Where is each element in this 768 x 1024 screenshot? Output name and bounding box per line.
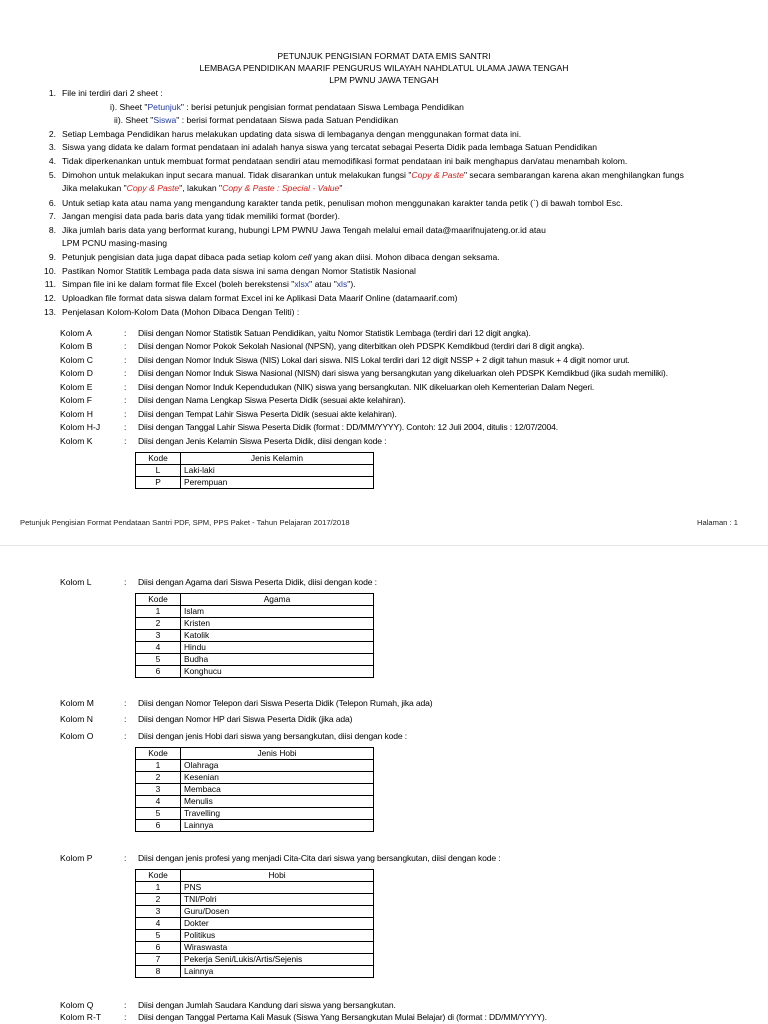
item-3: [34, 142, 597, 153]
table-cell: PNS: [181, 882, 374, 894]
colon: :: [124, 409, 127, 419]
item-4: [34, 156, 627, 167]
table-row: [136, 772, 374, 784]
table-cell: Islam: [181, 606, 374, 618]
sub-text: ": [339, 183, 343, 193]
ext-xls: xls: [336, 279, 348, 289]
kolom-desc: Diisi dengan Nomor Statistik Satuan Pendidikan, yaitu Nomor Statistik Lembaga (terdiri dari 12 digit angka).: [138, 328, 531, 338]
item-text: Pastikan Nomor Statitik Lembaga pada data siswa ini sama dengan Nomor Statistik Nasional: [62, 266, 416, 276]
kolom-desc: Diisi dengan Nomor Induk Siswa (NIS) Lokal dari siswa. NIS Lokal terdiri dari 12 digit NSSP + 2 digit tahun masuk + 4 digit nomor urut.: [138, 355, 630, 365]
item-number: 8.: [48, 225, 56, 235]
item-text: Untuk setiap kata atau nama yang mengandung karakter tanda petik, penulisan mohon menggunakan karakter tanda petik (`) di bawah tombol Esc.: [62, 198, 623, 208]
table-cell: Kesenian: [181, 772, 374, 784]
kolom-row: [60, 368, 668, 379]
table-row: [136, 465, 374, 477]
kolom-label: Kolom O: [60, 731, 94, 741]
table-cell: 6: [136, 820, 181, 832]
kolom-row: [60, 577, 377, 588]
item-1-sub-ii: [114, 115, 398, 126]
colon: :: [124, 698, 127, 708]
kolom-desc: Diisi dengan Tanggal Lahir Siswa Peserta Didik (format : DD/MM/YYYY). Contoh: 12 Juli 2004, ditulis : 12/07/2004.: [138, 422, 558, 432]
table-cell: 5: [136, 808, 181, 820]
gender-code-table: [135, 452, 374, 489]
table-header-cell: Agama: [181, 594, 374, 606]
item-1-sub-i: [110, 102, 464, 113]
item-text: Jangan mengisi data pada baris data yang tidak memiliki format (border).: [62, 211, 341, 221]
kolom-desc: Diisi dengan Nomor Pokok Sekolah Nasional (NPSN), yang diterbitkan oleh PDSPK Kemdikbud (terdiri dari 8 digit angka).: [138, 341, 585, 351]
kolom-row: [60, 328, 531, 339]
table-row: [136, 966, 374, 978]
item-number: 2.: [48, 129, 56, 139]
table-cell: 7: [136, 954, 181, 966]
table-cell: 6: [136, 942, 181, 954]
kolom-label: Kolom C: [60, 355, 93, 365]
table-cell: Dokter: [181, 918, 374, 930]
table-cell: TNI/Polri: [181, 894, 374, 906]
kolom-row: [60, 382, 594, 393]
table-cell: 4: [136, 642, 181, 654]
kolom-row: [60, 341, 584, 352]
kolom-label: Kolom P: [60, 853, 93, 863]
item-1: [34, 88, 163, 99]
table-cell: Hindu: [181, 642, 374, 654]
kolom-desc: Diisi dengan Nomor Induk Kependudukan (NIK) siswa yang bersangkutan. NIK dikeluarkan oleh Kementerian Dalam Negeri.: [138, 382, 595, 392]
kolom-row: [60, 1012, 547, 1023]
item-5: [34, 170, 684, 181]
doc-title-line3: LPM PWNU JAWA TENGAH: [329, 75, 439, 85]
table-row: [136, 606, 374, 618]
item-2: [34, 129, 521, 140]
colon: :: [124, 382, 127, 392]
table-header-cell: Kode: [136, 453, 181, 465]
table-cell: 8: [136, 966, 181, 978]
page-number: Halaman : 1: [697, 518, 738, 527]
item-text: File ini terdiri dari 2 sheet :: [62, 88, 163, 98]
table-cell: Menulis: [181, 796, 374, 808]
item-number: 11.: [44, 279, 56, 289]
item-7: [34, 211, 340, 222]
page-divider: [0, 545, 768, 546]
item-text: Simpan file ini ke dalam format file Excel (boleh berekstensi ": [62, 279, 295, 289]
kolom-desc: Diisi dengan Nomor Telepon dari Siswa Peserta Didik (Telepon Rumah, jika ada): [138, 698, 433, 708]
colon: :: [124, 395, 127, 405]
item-number: 12.: [44, 293, 56, 303]
item-number: 7.: [48, 211, 56, 221]
colon: :: [124, 1012, 127, 1022]
kolom-desc: Diisi dengan Jumlah Saudara Kandung dari siswa yang bersangkutan.: [138, 1000, 396, 1010]
table-row: [136, 930, 374, 942]
item-number: 5.: [48, 170, 56, 180]
kolom-desc: Diisi dengan jenis profesi yang menjadi Cita-Cita dari siswa yang bersangkutan, diisi dengan kode :: [138, 853, 501, 863]
kolom-desc: Diisi dengan Nomor HP dari Siswa Peserta Didik (jika ada): [138, 714, 353, 724]
kolom-label: Kolom B: [60, 341, 93, 351]
table-cell: Budha: [181, 654, 374, 666]
ext-xlsx: xlsx: [294, 279, 310, 289]
colon: :: [124, 1000, 127, 1010]
cita-cita-code-table: [135, 869, 374, 978]
table-row: [136, 894, 374, 906]
table-row: [136, 820, 374, 832]
item-text: yang akan diisi. Mohon dibaca dengan seksama.: [311, 252, 500, 262]
table-cell: Travelling: [181, 808, 374, 820]
table-cell: Katolik: [181, 630, 374, 642]
item-text: Dimohon untuk melakukan input secara manual. Tidak disarankan untuk melakukan fungsi ": [62, 170, 412, 180]
item-10: [34, 266, 416, 277]
kolom-label: Kolom M: [60, 698, 94, 708]
table-cell: Konghucu: [181, 666, 374, 678]
item-11: [34, 279, 356, 290]
kolom-label: Kolom L: [60, 577, 92, 587]
kolom-row: [60, 853, 501, 864]
item-5-continuation: [62, 183, 342, 194]
item-8-continuation: LPM PCNU masing-masing: [62, 238, 168, 248]
item-13: [34, 307, 299, 318]
colon: :: [124, 328, 127, 338]
table-cell: 4: [136, 796, 181, 808]
sub-text: ", lakukan ": [179, 183, 223, 193]
kolom-desc: Diisi dengan Tanggal Pertama Kali Masuk (Siswa Yang Bersangkutan Mulai Belajar) di (format : DD/MM/YYYY).: [138, 1012, 547, 1022]
kolom-desc: Diisi dengan jenis Hobi dari siswa yang bersangkutan, diisi dengan kode :: [138, 731, 407, 741]
item-text: Setiap Lembaga Pendidikan harus melakukan updating data siswa di lembaganya dengan menggunakan format data ini.: [62, 129, 522, 139]
kolom-label: Kolom A: [60, 328, 93, 338]
item-text: Jika jumlah baris data yang berformat kurang, hubungi LPM PWNU Jawa Tengah melalui email data@maarifnujateng.or.id atau: [62, 225, 546, 235]
copy-paste-emphasis: Copy & Paste: [411, 170, 464, 180]
table-header-cell: Kode: [136, 594, 181, 606]
kolom-label: Kolom R-T: [60, 1012, 102, 1022]
item-9: [34, 252, 500, 263]
table-cell: Guru/Dosen: [181, 906, 374, 918]
kolom-label: Kolom F: [60, 395, 92, 405]
kolom-row: [60, 422, 558, 433]
table-cell: 1: [136, 882, 181, 894]
kolom-desc: Diisi dengan Agama dari Siswa Peserta Didik, diisi dengan kode :: [138, 577, 377, 587]
table-row: [136, 942, 374, 954]
table-cell: 4: [136, 918, 181, 930]
item-text: Uploadkan file format data siswa dalam format Excel ini ke Aplikasi Data Maarif Online (datamaarif.com): [62, 293, 458, 303]
kolom-desc: Diisi dengan Tempat Lahir Siswa Peserta Didik (sesuai akte kelahiran).: [138, 409, 397, 419]
table-cell: 6: [136, 666, 181, 678]
colon: :: [124, 368, 127, 378]
table-row: [136, 630, 374, 642]
kolom-desc: Diisi dengan Nama Lengkap Siswa Peserta Didik (sesuai akte kelahiran).: [138, 395, 406, 405]
item-number: 9.: [48, 252, 56, 262]
table-cell: 1: [136, 606, 181, 618]
item-number: 1.: [48, 88, 56, 98]
kolom-label: Kolom H-J: [60, 422, 101, 432]
table-row: [136, 918, 374, 930]
table-row: [136, 654, 374, 666]
table-cell: Kristen: [181, 618, 374, 630]
table-header-cell: Kode: [136, 748, 181, 760]
kolom-row: [60, 355, 630, 366]
table-header-row: [136, 870, 374, 882]
sub-text: ii). Sheet ": [114, 115, 154, 125]
table-header-row: [136, 748, 374, 760]
kolom-row: [60, 698, 432, 709]
kolom-label: Kolom N: [60, 714, 93, 724]
colon: :: [124, 436, 127, 446]
kolom-desc: Diisi dengan Jenis Kelamin Siswa Peserta Didik, diisi dengan kode :: [138, 436, 387, 446]
cell-emphasis: cell: [298, 252, 312, 262]
table-cell: Politikus: [181, 930, 374, 942]
table-row: [136, 784, 374, 796]
kolom-row: [60, 1000, 396, 1011]
colon: :: [124, 355, 127, 365]
page-footer-text: Petunjuk Pengisian Format Pendataan Santri PDF, SPM, PPS Paket - Tahun Pelajaran 2017/2018: [20, 518, 350, 527]
item-text: Petunjuk pengisian data juga dapat dibaca pada setiap kolom: [62, 252, 299, 262]
table-header-cell: Jenis Kelamin: [181, 453, 374, 465]
table-cell: 3: [136, 630, 181, 642]
agama-code-table: [135, 593, 374, 678]
doc-title-line2: LEMBAGA PENDIDIKAN MAARIF PENGURUS WILAYAH NAHDLATUL ULAMA JAWA TENGAH: [199, 63, 569, 73]
item-12: [34, 293, 457, 304]
kolom-label: Kolom E: [60, 382, 93, 392]
doc-title-line1: PETUNJUK PENGISIAN FORMAT DATA EMIS SANTRI: [277, 51, 491, 61]
colon: :: [124, 341, 127, 351]
table-header-cell: Kode: [136, 870, 181, 882]
sheet-name-siswa: Siswa: [153, 115, 177, 125]
colon: :: [124, 422, 127, 432]
item-text: Tidak diperkenankan untuk membuat format pendataan sendiri atau memodifikasi format pendataan ini baik menghapus dan/atau menambah kolom.: [62, 156, 628, 166]
table-cell: Lainnya: [181, 820, 374, 832]
table-cell: 2: [136, 618, 181, 630]
colon: :: [124, 731, 127, 741]
table-row: [136, 954, 374, 966]
table-row: [136, 882, 374, 894]
sub-text: " : berisi petunjuk pengisian format pendataan Siswa Lembaga Pendidikan: [180, 102, 464, 112]
table-header-cell: Hobi: [181, 870, 374, 882]
table-cell: 5: [136, 930, 181, 942]
table-row: [136, 642, 374, 654]
kolom-label: Kolom Q: [60, 1000, 94, 1010]
kolom-desc: Diisi dengan Nomor Induk Siswa Nasional (NISN) dari siswa yang bersangkutan yang dikeluarkan oleh PDSPK Kemdikbud (jika sudah memiliki).: [138, 368, 668, 378]
table-cell: 1: [136, 760, 181, 772]
table-cell: L: [136, 465, 181, 477]
kolom-row: [60, 731, 407, 742]
item-text: " secara sembarangan karena akan menghilangkan fungs: [463, 170, 684, 180]
table-cell: Olahraga: [181, 760, 374, 772]
item-number: 4.: [48, 156, 56, 166]
item-text: " atau ": [309, 279, 337, 289]
table-row: [136, 618, 374, 630]
table-cell: 2: [136, 772, 181, 784]
sub-text: " : berisi format pendataan Siswa pada Satuan Pendidikan: [176, 115, 399, 125]
kolom-label: Kolom K: [60, 436, 93, 446]
item-number: 10.: [44, 266, 56, 276]
table-cell: 3: [136, 906, 181, 918]
table-cell: Perempuan: [181, 477, 374, 489]
table-row: [136, 477, 374, 489]
colon: :: [124, 577, 127, 587]
sheet-name-petunjuk: Petunjuk: [147, 102, 181, 112]
table-cell: Membaca: [181, 784, 374, 796]
table-cell: Wiraswasta: [181, 942, 374, 954]
item-number: 3.: [48, 142, 56, 152]
table-row: [136, 666, 374, 678]
item-text: ").: [347, 279, 356, 289]
table-cell: Lainnya: [181, 966, 374, 978]
colon: :: [124, 853, 127, 863]
table-header-row: [136, 453, 374, 465]
table-header-row: [136, 594, 374, 606]
table-cell: Pekerja Seni/Lukis/Artis/Sejenis: [181, 954, 374, 966]
item-text: Penjelasan Kolom-Kolom Data (Mohon Dibaca Dengan Teliti) :: [62, 307, 300, 317]
item-8: [34, 225, 546, 236]
kolom-row: [60, 409, 397, 420]
table-cell: 2: [136, 894, 181, 906]
hobi-code-table: [135, 747, 374, 832]
item-number: 13.: [44, 307, 56, 317]
table-row: [136, 796, 374, 808]
sub-text: Jika melakukan ": [62, 183, 127, 193]
table-header-cell: Jenis Hobi: [181, 748, 374, 760]
sub-text: i). Sheet ": [110, 102, 148, 112]
table-cell: Laki-laki: [181, 465, 374, 477]
table-row: [136, 808, 374, 820]
copy-paste-emphasis: Copy & Paste: [126, 183, 180, 193]
kolom-label: Kolom H: [60, 409, 93, 419]
table-row: [136, 906, 374, 918]
colon: :: [124, 714, 127, 724]
kolom-row: [60, 714, 352, 725]
kolom-row: [60, 395, 406, 406]
paste-special-emphasis: Copy & Paste : Special - Value: [222, 183, 340, 193]
kolom-row: [60, 436, 386, 447]
table-cell: P: [136, 477, 181, 489]
table-cell: 3: [136, 784, 181, 796]
item-number: 6.: [48, 198, 56, 208]
table-cell: 5: [136, 654, 181, 666]
item-6: [34, 198, 623, 209]
item-text: Siswa yang didata ke dalam format pendataan ini adalah hanya siswa yang tercatat sebagai Peserta Didik pada lembaga Satuan Pendidikan: [62, 142, 598, 152]
kolom-label: Kolom D: [60, 368, 93, 378]
table-row: [136, 760, 374, 772]
